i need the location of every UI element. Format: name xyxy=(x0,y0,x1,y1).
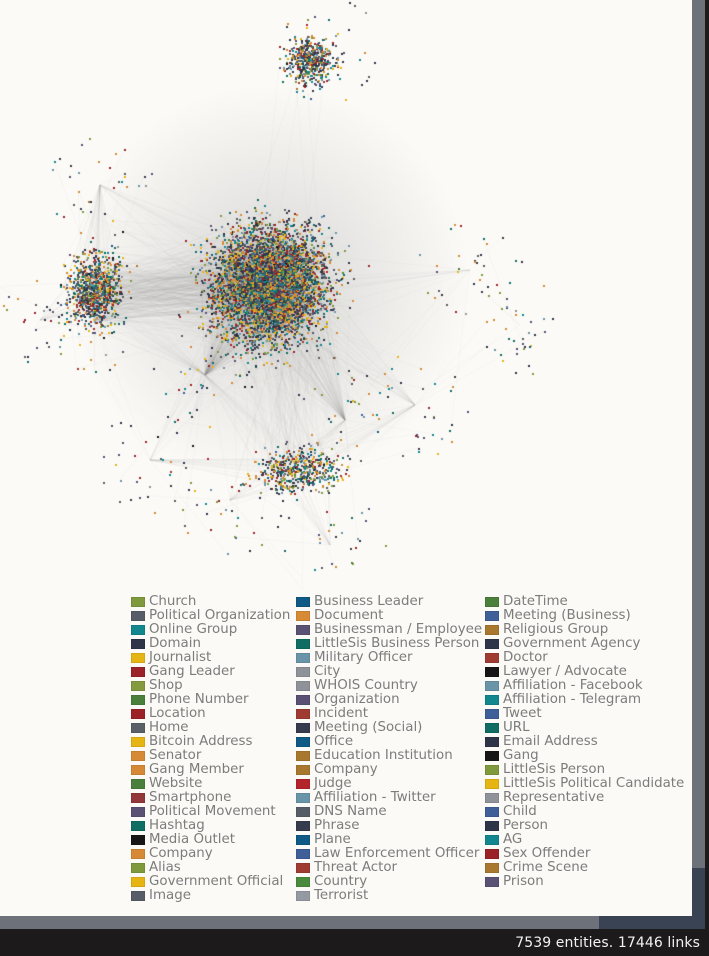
color-swatch-icon xyxy=(485,793,499,803)
legend-item xyxy=(131,721,296,735)
legend-item xyxy=(131,833,296,847)
legend-label: LittleSis Person xyxy=(503,762,606,777)
legend-item xyxy=(296,665,485,679)
legend-label: Terrorist xyxy=(314,888,369,903)
legend-item xyxy=(485,735,692,749)
legend-item xyxy=(131,595,296,609)
color-swatch-icon xyxy=(485,779,499,789)
color-swatch-icon xyxy=(131,877,145,887)
color-swatch-icon xyxy=(131,695,145,705)
legend-item xyxy=(485,609,692,623)
color-swatch-icon xyxy=(131,863,145,873)
legend-item xyxy=(296,749,485,763)
legend-item xyxy=(296,707,485,721)
color-swatch-icon xyxy=(485,723,499,733)
legend-item xyxy=(485,875,692,889)
legend-label: Company xyxy=(149,846,213,861)
legend-item xyxy=(296,833,485,847)
color-swatch-icon xyxy=(131,709,145,719)
entity-link-count: 7539 entities. 17446 links xyxy=(515,935,700,951)
color-swatch-icon xyxy=(296,765,310,775)
legend-label: Email Address xyxy=(503,734,598,749)
legend-label: LittleSis Political Candidate xyxy=(503,776,685,791)
legend-item xyxy=(296,791,485,805)
legend-label: Doctor xyxy=(503,650,548,665)
legend-label: Location xyxy=(149,706,206,721)
legend-label: Senator xyxy=(149,748,202,763)
legend-label: AG xyxy=(503,832,523,847)
legend-item xyxy=(485,707,692,721)
color-swatch-icon xyxy=(296,779,310,789)
legend-item xyxy=(485,777,692,791)
legend-item xyxy=(485,637,692,651)
legend-label: Phone Number xyxy=(149,692,249,707)
legend-label: Company xyxy=(314,762,378,777)
legend-label: Website xyxy=(149,776,203,791)
color-swatch-icon xyxy=(296,695,310,705)
color-swatch-icon xyxy=(485,709,499,719)
legend-item xyxy=(296,777,485,791)
legend-label: Church xyxy=(149,594,197,609)
color-swatch-icon xyxy=(485,737,499,747)
legend-item xyxy=(131,889,296,903)
color-swatch-icon xyxy=(131,597,145,607)
legend-item xyxy=(131,805,296,819)
legend-label: Government Official xyxy=(149,874,284,889)
legend-item xyxy=(296,679,485,693)
legend-item xyxy=(485,665,692,679)
legend-label: Image xyxy=(149,888,191,903)
legend-item xyxy=(296,693,485,707)
color-swatch-icon xyxy=(131,723,145,733)
legend-item xyxy=(296,847,485,861)
color-swatch-icon xyxy=(485,639,499,649)
window-edge xyxy=(705,0,709,930)
horizontal-scrollbar-thumb[interactable] xyxy=(0,916,599,929)
legend-label: Lawyer / Advocate xyxy=(503,664,627,679)
color-swatch-icon xyxy=(131,849,145,859)
legend-item xyxy=(131,777,296,791)
legend-label: Office xyxy=(314,734,354,749)
legend-item xyxy=(485,749,692,763)
color-swatch-icon xyxy=(296,625,310,635)
legend-column-2 xyxy=(296,595,485,903)
legend-item xyxy=(296,637,485,651)
legend-item xyxy=(131,749,296,763)
color-swatch-icon xyxy=(296,793,310,803)
legend-column-1 xyxy=(131,595,296,903)
color-swatch-icon xyxy=(485,611,499,621)
legend-label: Domain xyxy=(149,636,201,651)
legend-item xyxy=(485,791,692,805)
legend-label: Law Enforcement Officer xyxy=(314,846,480,861)
legend-item xyxy=(485,623,692,637)
color-swatch-icon xyxy=(296,891,310,901)
legend-label: Education Institution xyxy=(314,748,453,763)
legend-label: Incident xyxy=(314,706,368,721)
legend-item xyxy=(131,735,296,749)
color-swatch-icon xyxy=(485,751,499,761)
color-swatch-icon xyxy=(485,597,499,607)
status-bar xyxy=(0,930,709,956)
legend-item xyxy=(296,861,485,875)
legend-item xyxy=(131,791,296,805)
legend-label: Political Movement xyxy=(149,804,276,819)
color-swatch-icon xyxy=(485,877,499,887)
color-swatch-icon xyxy=(131,807,145,817)
color-swatch-icon xyxy=(485,765,499,775)
legend-item xyxy=(485,651,692,665)
color-swatch-icon xyxy=(485,695,499,705)
legend-label: Organization xyxy=(314,692,400,707)
legend-column-3 xyxy=(485,595,692,903)
legend-label: Affiliation - Telegram xyxy=(503,692,642,707)
color-swatch-icon xyxy=(485,625,499,635)
legend-item xyxy=(485,721,692,735)
legend-label: Affiliation - Facebook xyxy=(503,678,643,693)
legend-label: Prison xyxy=(503,874,544,889)
color-swatch-icon xyxy=(296,807,310,817)
legend-label: Political Organization xyxy=(149,608,291,623)
color-swatch-icon xyxy=(131,821,145,831)
legend-item xyxy=(131,693,296,707)
legend-label: DNS Name xyxy=(314,804,387,819)
color-swatch-icon xyxy=(485,835,499,845)
color-swatch-icon xyxy=(131,653,145,663)
legend-label: Meeting (Social) xyxy=(314,720,423,735)
legend-item xyxy=(485,861,692,875)
legend-label: Government Agency xyxy=(503,636,641,651)
legend-label: Document xyxy=(314,608,384,623)
color-swatch-icon xyxy=(485,821,499,831)
legend-item xyxy=(485,693,692,707)
legend-label: Gang xyxy=(503,748,539,763)
legend-label: Media Outlet xyxy=(149,832,235,847)
legend-label: Businessman / Employee xyxy=(314,622,483,637)
color-swatch-icon xyxy=(296,877,310,887)
color-swatch-icon xyxy=(296,737,310,747)
legend-item xyxy=(296,651,485,665)
legend-label: Religious Group xyxy=(503,622,609,637)
legend-label: Alias xyxy=(149,860,181,875)
legend-label: Child xyxy=(503,804,537,819)
color-swatch-icon xyxy=(485,807,499,817)
legend-label: Sex Offender xyxy=(503,846,591,861)
legend-label: Representative xyxy=(503,790,605,805)
legend-item xyxy=(485,679,692,693)
color-swatch-icon xyxy=(131,611,145,621)
legend-item xyxy=(131,875,296,889)
legend-item xyxy=(131,623,296,637)
legend-item xyxy=(296,623,485,637)
legend-item xyxy=(131,819,296,833)
vertical-scrollbar-thumb[interactable] xyxy=(692,0,705,868)
entity-type-legend xyxy=(131,595,692,903)
color-swatch-icon xyxy=(296,681,310,691)
color-swatch-icon xyxy=(131,681,145,691)
legend-label: Bitcoin Address xyxy=(149,734,253,749)
color-swatch-icon xyxy=(296,821,310,831)
legend-label: Affiliation - Twitter xyxy=(314,790,436,805)
legend-item xyxy=(485,805,692,819)
legend-label: Journalist xyxy=(149,650,212,665)
legend-label: Meeting (Business) xyxy=(503,608,631,623)
legend-label: Gang Leader xyxy=(149,664,235,679)
legend-label: Military Officer xyxy=(314,650,413,665)
color-swatch-icon xyxy=(131,751,145,761)
legend-item xyxy=(296,609,485,623)
color-swatch-icon xyxy=(296,863,310,873)
color-swatch-icon xyxy=(131,793,145,803)
legend-item xyxy=(296,805,485,819)
color-swatch-icon xyxy=(485,863,499,873)
color-swatch-icon xyxy=(485,681,499,691)
legend-item xyxy=(485,833,692,847)
color-swatch-icon xyxy=(296,639,310,649)
color-swatch-icon xyxy=(131,891,145,901)
legend-item xyxy=(131,665,296,679)
legend-label: LittleSis Business Person xyxy=(314,636,480,651)
legend-label: Person xyxy=(503,818,548,833)
legend-item xyxy=(296,763,485,777)
legend-item xyxy=(131,707,296,721)
color-swatch-icon xyxy=(296,849,310,859)
legend-label: Shop xyxy=(149,678,183,693)
legend-item xyxy=(131,861,296,875)
color-swatch-icon xyxy=(296,709,310,719)
color-swatch-icon xyxy=(131,737,145,747)
legend-label: Crime Scene xyxy=(503,860,588,875)
legend-label: Home xyxy=(149,720,189,735)
legend-label: City xyxy=(314,664,341,679)
legend-label: Tweet xyxy=(503,706,542,721)
color-swatch-icon xyxy=(131,667,145,677)
legend-label: Country xyxy=(314,874,368,889)
legend-item xyxy=(131,651,296,665)
legend-label: Judge xyxy=(314,776,352,791)
color-swatch-icon xyxy=(296,835,310,845)
color-swatch-icon xyxy=(131,625,145,635)
color-swatch-icon xyxy=(296,597,310,607)
legend-item xyxy=(296,889,485,903)
legend-item xyxy=(131,763,296,777)
color-swatch-icon xyxy=(485,849,499,859)
legend-label: Threat Actor xyxy=(314,860,398,875)
legend-label: Plane xyxy=(314,832,351,847)
legend-item xyxy=(485,819,692,833)
color-swatch-icon xyxy=(296,723,310,733)
color-swatch-icon xyxy=(131,779,145,789)
legend-label: Phrase xyxy=(314,818,360,833)
vertical-scrollbar[interactable] xyxy=(692,0,705,916)
legend-item xyxy=(296,875,485,889)
legend-item xyxy=(131,679,296,693)
legend-item xyxy=(131,637,296,651)
legend-item xyxy=(296,721,485,735)
legend-label: Online Group xyxy=(149,622,238,637)
legend-label: Business Leader xyxy=(314,594,424,609)
legend-item xyxy=(485,847,692,861)
legend-item xyxy=(296,735,485,749)
horizontal-scrollbar[interactable] xyxy=(0,916,705,929)
color-swatch-icon xyxy=(485,653,499,663)
legend-label: DateTime xyxy=(503,594,568,609)
legend-item xyxy=(131,609,296,623)
legend-item xyxy=(485,763,692,777)
color-swatch-icon xyxy=(485,667,499,677)
legend-label: WHOIS Country xyxy=(314,678,418,693)
legend-item xyxy=(131,847,296,861)
legend-label: Smartphone xyxy=(149,790,232,805)
legend-item xyxy=(485,595,692,609)
color-swatch-icon xyxy=(296,611,310,621)
color-swatch-icon xyxy=(131,835,145,845)
legend-label: URL xyxy=(503,720,530,735)
color-swatch-icon xyxy=(296,751,310,761)
color-swatch-icon xyxy=(131,639,145,649)
legend-label: Gang Member xyxy=(149,762,244,777)
legend-item xyxy=(296,819,485,833)
legend-item xyxy=(296,595,485,609)
color-swatch-icon xyxy=(296,667,310,677)
legend-label: Hashtag xyxy=(149,818,205,833)
color-swatch-icon xyxy=(131,765,145,775)
color-swatch-icon xyxy=(296,653,310,663)
